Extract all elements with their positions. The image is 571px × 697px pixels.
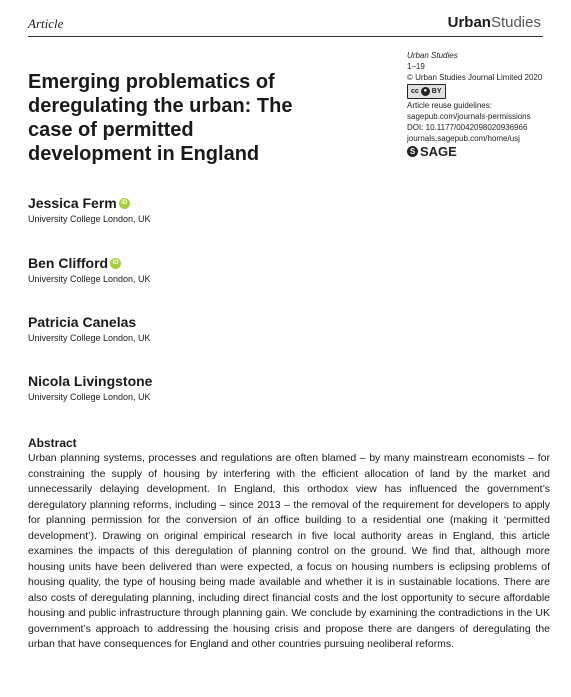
reuse-label: Article reuse guidelines: [407, 101, 492, 110]
author-block [28, 373, 152, 402]
abstract-heading: Abstract [28, 436, 77, 450]
cc-label: cc [411, 88, 419, 95]
sage-logo [407, 146, 557, 157]
paper-title: Emerging problematics of deregulating the urban: The case of permitted development in England [28, 71, 293, 165]
author-name-text: Patricia Canelas [28, 314, 137, 330]
author-affiliation: University College London, UK [28, 214, 151, 224]
reuse-link[interactable]: sagepub.com/journals-permissions [407, 112, 531, 121]
author-name [28, 195, 151, 211]
author-affiliation: University College London, UK [28, 333, 151, 343]
author-affiliation: University College London, UK [28, 274, 151, 284]
orcid-icon[interactable]: iD [119, 198, 130, 209]
cc-license-icon[interactable] [407, 84, 446, 99]
sage-logo-icon: S [407, 146, 418, 157]
author-name [28, 255, 151, 271]
author-name [28, 373, 152, 389]
copyright: © Urban Studies Journal Limited 2020 [407, 73, 543, 82]
cc-by-person-icon: ● [421, 87, 430, 96]
orcid-icon[interactable]: iD [110, 258, 121, 269]
article-type-label: Article [28, 16, 64, 31]
author-name-text: Jessica Ferm [28, 195, 117, 211]
journal-logo-bold: Urban [447, 14, 491, 31]
publication-info [407, 50, 557, 157]
author-name-text: Nicola Livingstone [28, 373, 153, 389]
author-affiliation: University College London, UK [28, 392, 151, 402]
abstract-text: Urban planning systems, processes and regulations are often blamed – by many mainstream economists – for constraining the supply of housing by interfering with the efficient allocation of land by the market and unnecessarily delaying development. In England, this orthodox view has influenced the government’s deregulatory planning reforms, including – since 2013 – the removal of the requirement for developers to apply for planning permission for the conversion of an office building to a residential one (making it ‘permitted development’). Drawing on original empirical research in five local authority areas in England, this article examines the impacts of this deregulation of planning control on the ground. We find that, although more housing units have been delivered than were expected, a focus on housing numbers is eclipsing problems of housing quality, the type of housing being made available and whether it is in sustainable locations. There are also costs of deregulating planning, including direct financial costs and the lost opportunity to secure affordable housing and public infrastructure through planning gain. We conclude by examining the contradictions in the UK government’s approach to addressing the housing crisis and propose there are dangers of deregulating the urban that have consequences for England and other countries pursuing neoliberal reforms. [28, 452, 550, 650]
journal-url[interactable]: journals.sagepub.com/home/usj [407, 134, 520, 143]
author-block [28, 255, 151, 284]
abstract-section [28, 436, 550, 653]
journal-logo [448, 14, 541, 31]
doi[interactable]: DOI: 10.1177/0042098020936966 [407, 123, 528, 132]
header-rule [28, 36, 543, 37]
publisher-name: SAGE [420, 144, 457, 159]
sidebar-journal-name: Urban Studies [407, 51, 458, 60]
page-range: 1–19 [407, 62, 425, 71]
journal-logo-light: Studies [490, 14, 541, 31]
author-block [28, 314, 151, 343]
author-name [28, 314, 151, 330]
author-name-text: Ben Clifford [28, 255, 109, 271]
author-block [28, 195, 151, 224]
cc-by-label: BY [431, 88, 442, 95]
